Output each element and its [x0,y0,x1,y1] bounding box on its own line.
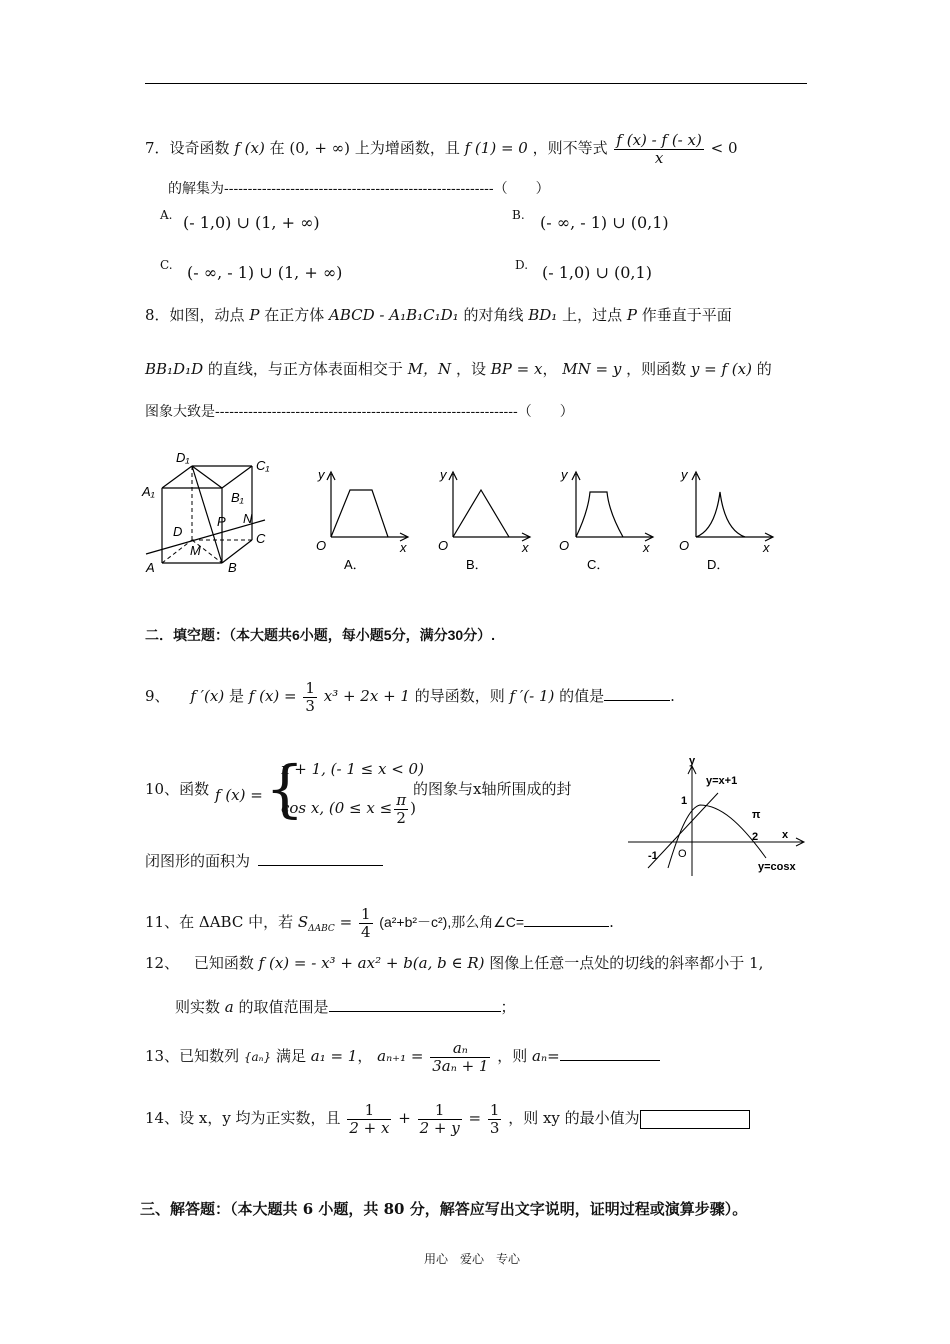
fraction-numerator: aₙ [452,1039,468,1057]
q7-text: 上为增函数，且 [354,139,460,157]
piecewise-case-1: x + 1, (- 1 ≤ x < 0) [281,760,424,778]
math-p: P [249,306,260,324]
graph-b-y: y [440,467,447,482]
graph-c-x: x [643,540,650,555]
option-label: D. [515,258,529,272]
q8-text: 在正方体 [264,306,325,324]
math-fx: f (x) = [215,786,263,804]
q14-text: 14、设 x，y 均为正实数，且 [145,1109,341,1127]
fraction-denominator: 3aₙ + 1 [432,1056,489,1075]
fraction [347,1102,391,1136]
fraction [359,906,373,940]
q8-text: 的 [756,360,772,378]
q11-text: (a²+b²－c²),那么角∠C= [379,914,525,930]
option-d [515,255,528,273]
math-cube: ABCD - A₁B₁C₁D₁ [329,306,459,324]
math-fprime-m1: f ′(- 1) [509,687,555,705]
graph-b-o: O [438,538,449,553]
fraction-denominator: 4 [360,922,371,941]
cube-label-a: A [146,560,155,575]
graph-option-a [312,462,412,572]
graph-option-d [677,462,777,572]
option-d-value: (- 1,0) ∪ (0,1) [542,263,652,282]
cube-label-d1: D₁ [176,450,190,465]
answer-blank[interactable] [560,1046,660,1061]
math-bp: BP = x [490,360,543,378]
question-11 [145,906,614,940]
q10-graph-two: 2 [752,831,759,843]
q12-text: 的取值范围是 [238,998,329,1016]
q7-text: ，则不等式 [532,139,608,157]
question-7-line1 [145,132,738,166]
q14-text: ，则 xy 的最小值为 [508,1109,640,1127]
math-lt: < 0 [710,139,738,157]
fraction [488,1102,502,1136]
fraction-numerator: 1 [360,905,371,923]
math-poly: x³ + 2x + 1 [323,687,410,705]
option-label: B. [512,208,525,222]
q7-text: 设奇函数 [169,139,230,157]
q12-text: 则实数 [175,998,221,1016]
section-2-heading: 二．填空题：（本大题共6小题，每小题5分，满分30分）. [145,627,496,643]
cube-figure [140,448,280,578]
fraction-numerator: 1 [434,1101,445,1119]
q10-graph-one: 1 [681,795,688,807]
q8-text: ， [542,360,558,378]
math-seq: {aₙ} [243,1050,272,1064]
fraction [303,680,317,714]
fraction-denominator: 3 [489,1118,500,1137]
question-8-line3: 图象大致是----------------------------------------------------------------（ ） [145,404,574,420]
math-f1: f (1) = 0 [464,139,528,157]
semicolon: ； [500,998,516,1016]
q8-text: ，设 [455,360,486,378]
period: . [609,913,614,931]
cube-label-m: M [190,543,201,558]
fraction-numerator: 1 [364,1101,375,1119]
q10-graph-y: y [689,758,696,767]
answer-blank[interactable] [329,997,501,1012]
graph-c-y: y [561,467,568,482]
fraction-denominator: 2 + x [349,1118,390,1137]
graph-option-b [434,462,534,572]
answer-blank[interactable] [258,851,383,866]
cube-label-d: D [173,524,183,539]
cube-label-n: N [243,511,253,526]
math-fx: f (x) = - x³ + ax² + b(a, b ∈ R) [258,954,485,972]
cube-label-p: P [217,514,226,529]
question-10-label: 10、函数 [145,780,210,798]
question-7-line2: 的解集为---------------------------------------------------------（ ） [168,181,550,197]
fraction [430,1040,490,1074]
cube-label-b: B [228,560,237,575]
q10-graph-o: O [678,848,687,860]
fraction-numerator: 1 [305,679,315,697]
math-eq: = [339,913,353,931]
page-footer: 用心 爱心 专心 [424,1252,521,1266]
graph-a-x: x [400,540,407,555]
q13-text: ， [357,1047,373,1065]
math-bd1: BD₁ [528,306,558,324]
q8-text: 上，过点 [562,306,623,324]
math-fx: f (x) = [248,687,297,705]
math-s-sub: ΔABC [308,924,335,934]
fraction-numerator: 1 [489,1101,500,1119]
question-14 [145,1102,750,1136]
math-an1: aₙ₊₁ = [377,1047,424,1065]
graph-c-o: O [559,538,570,553]
q11-text: 11、在 ΔABC 中，若 [145,913,294,931]
graph-d-label: D． [707,557,730,572]
graph-d-o: O [679,538,690,553]
option-label: C. [160,258,173,272]
fraction [394,792,408,826]
answer-blank[interactable] [524,912,609,927]
option-b-value: (- ∞, - 1) ∪ (0,1) [540,213,669,232]
q10-text: 闭图形的面积为 [145,852,251,870]
fraction-denominator: 3 [305,696,315,715]
graph-a-o: O [316,538,327,553]
math-plus: + [398,1109,411,1127]
q10-graph-m1: -1 [648,850,658,862]
cube-label-a1: A₁ [142,484,155,499]
q12-text: 已知函数 [193,954,254,972]
answer-blank[interactable] [604,686,670,701]
fraction-denominator: 2 [394,809,408,827]
math-s: S [297,913,309,931]
q12-text: 图像上任意一点处的切线的斜率都小于 1, [489,954,764,972]
q13-text: 满足 [275,1047,306,1065]
q10-graph [628,758,808,876]
math-yfx: y = f (x) [690,360,752,378]
question-number: 9、 [145,687,170,705]
q13-text: ，则 [497,1047,528,1065]
section-3-heading: 三、解答题：（本大题共 6 小题，共 80 分，解答应写出文字说明，证明过程或演算步骤）。 [140,1200,748,1218]
answer-box[interactable] [640,1110,750,1129]
q10-graph-x: x [782,829,789,841]
math-a1: a₁ = 1 [310,1047,358,1065]
math-an: aₙ [532,1047,548,1065]
math-interval: (0, + ∞) [289,139,351,157]
q9-text: 的导函数，则 [414,687,505,705]
cube-label-c1: C₁ [256,458,270,473]
math-fprime: f ′(x) [190,687,225,705]
math-p: P [626,306,637,324]
q8-text: 作垂直于平面 [641,306,732,324]
q8-text: ，则函数 [626,360,687,378]
piecewise-case-2 [281,792,416,826]
option-label: A. [160,208,173,222]
fraction-numerator: π [396,791,407,809]
period: . [670,687,675,705]
q9-text: 的值是 [559,687,605,705]
question-10-line2 [145,850,383,871]
q8-text: 的直线，与正方体表面相交于 [207,360,403,378]
fraction [614,132,703,166]
q7-text: 在 [269,139,285,157]
question-8-line2 [145,358,772,379]
cube-label-b1: B₁ [231,490,244,505]
fraction-numerator: f (x) - f (- x) [616,131,702,149]
q13-text: 13、已知数列 [145,1047,240,1065]
math-plane: BB₁D₁D [145,360,204,378]
question-8-line1 [145,304,732,325]
q10-graph-pi: π [752,809,761,821]
q10-graph-cos: y=cosx [758,861,796,873]
math-fx: f (x) [234,139,265,157]
graph-c-label: C． [587,557,610,572]
graph-a-y: y [318,467,325,482]
q8-text: 的对角线 [463,306,524,324]
case2-text: cos x, (0 ≤ x ≤ [281,799,393,817]
math-eq: = [468,1109,482,1127]
q8-text: 8．如图，动点 [145,306,245,324]
q10-graph-yx1: y=x+1 [706,775,738,787]
piecewise-brace: { [265,752,305,825]
case2-close: ) [410,799,416,817]
graph-b-x: x [522,540,529,555]
question-12-line1 [145,952,763,973]
math-eq: = [547,1047,560,1065]
graph-b-label: B． [466,557,488,572]
math-mn: M，N [407,360,452,378]
option-a [160,205,172,223]
option-a-value: (- 1,0) ∪ (1, + ∞) [183,213,320,232]
question-12-line2 [175,996,516,1017]
graph-a-label: A． [344,557,366,572]
header-rule [145,83,807,84]
graph-d-y: y [681,467,688,482]
q9-text: 是 [229,687,245,705]
fraction [418,1102,462,1136]
math-mny: MN = y [562,360,622,378]
question-13 [145,1040,660,1074]
option-b [512,205,525,223]
question-9 [145,680,675,714]
graph-d-x: x [763,540,770,555]
option-c [160,255,173,273]
math-a: a [224,998,234,1016]
question-number: 12、 [145,954,180,972]
question-number: 7． [145,139,170,157]
graph-option-c [557,462,657,572]
option-c-value: (- ∞, - 1) ∪ (1, + ∞) [187,263,343,282]
cube-label-c: C [256,531,266,546]
fraction-denominator: x [614,149,703,167]
fraction-denominator: 2 + y [419,1118,460,1137]
question-10-text: 的图象与x轴所围成的封 [413,780,572,798]
